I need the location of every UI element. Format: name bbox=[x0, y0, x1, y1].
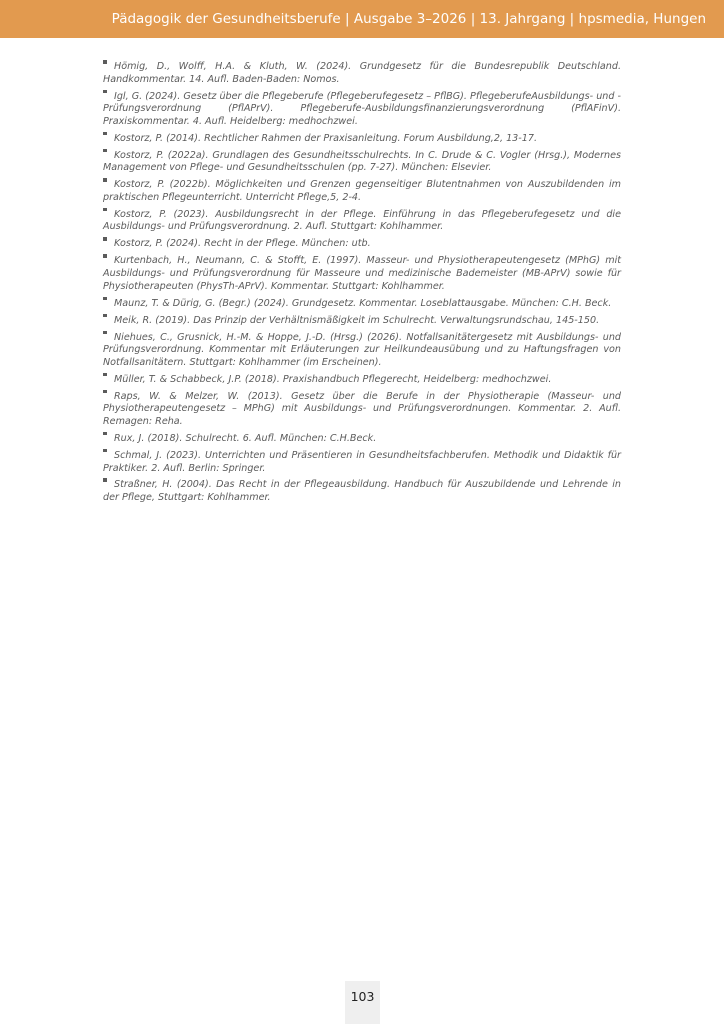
reference-item bbox=[103, 60, 621, 86]
reference-text: Hömig, D., Wolff, H.A. & Kluth, W. (2024). Grundgesetz für die Bundesrepublik Deutschland. Handkommentar. 14. Aufl. Baden-Baden: Nomos. bbox=[103, 61, 621, 85]
square-bullet-icon bbox=[103, 478, 109, 482]
square-bullet-icon bbox=[103, 237, 109, 241]
square-bullet-icon bbox=[103, 449, 109, 453]
reference-list bbox=[103, 60, 621, 508]
square-bullet-icon bbox=[103, 373, 109, 377]
reference-text: Schmal, J. (2023). Unterrichten und Präsentieren in Gesundheitsfachberufen. Methodik und Didaktik für Praktiker. 2. Aufl. Berlin: Springer. bbox=[103, 449, 621, 474]
square-bullet-icon bbox=[103, 314, 109, 318]
square-bullet-icon bbox=[103, 254, 109, 258]
reference-text: Kostorz, P. (2022b). Möglichkeiten und Grenzen gegenseitiger Blutentnahmen von Auszubildenden im praktischen Pflegeunterricht. Unterricht Pflege,5, 2-4. bbox=[103, 179, 621, 203]
reference-text: Kostorz, P. (2024). Recht in der Pflege. München: utb. bbox=[114, 238, 371, 250]
reference-text: Meik, R. (2019). Das Prinzip der Verhältnismäßigkeit im Schulrecht. Verwaltungsrundschau, 145-150. bbox=[114, 314, 600, 326]
reference-item bbox=[103, 149, 621, 175]
reference-text: Raps, W. & Melzer, W. (2013). Gesetz über die Berufe in der Physiotherapie (Masseur- und Physiotherapeutengesetz – MPhG) mit Ausbildungs- und Prüfungsverordnungen. Kommentar. 2. Aufl. Remagen: Reha. bbox=[103, 390, 621, 427]
square-bullet-icon bbox=[103, 432, 109, 436]
reference-item bbox=[103, 237, 621, 251]
reference-item bbox=[103, 90, 621, 129]
reference-item bbox=[103, 478, 621, 504]
reference-text: Straßner, H. (2004). Das Recht in der Pflegeausbildung. Handbuch für Auszubildende und Lehrende in der Pflege, Stuttgart: Kohlhammer. bbox=[103, 479, 621, 504]
reference-item bbox=[103, 331, 621, 370]
reference-item bbox=[103, 314, 621, 328]
reference-text: Kurtenbach, H., Neumann, C. & Stofft, E. (1997). Masseur- und Physiotherapeutengesetz (MPhG) mit Ausbildungs- und Prüfungsverordnung für Masseure und medizinische Bademeister (MB-APrV) sowie für Physiotherapeuten (PhysTh-APrV). Kommentar. Stuttgart: Kohlhammer. bbox=[103, 255, 621, 292]
reference-item bbox=[103, 373, 621, 387]
reference-text: Niehues, C., Grusnick, H.-M. & Hoppe, J.-D. (Hrsg.) (2026). Notfallsanitätergesetz mit Ausbildungs- und Prüfungsverordnung. Kommentar mit Erläuterungen zur Heilkundeausübung und zu Haftungsfragen von Notfallsanitätern. Stuttgart: Kohlhammer (im Erscheinen). bbox=[103, 331, 621, 368]
reference-item bbox=[103, 432, 621, 446]
reference-text: Kostorz, P. (2014). Rechtlicher Rahmen der Praxisanleitung. Forum Ausbildung,2, 13-17. bbox=[114, 132, 537, 144]
reference-item bbox=[103, 178, 621, 204]
reference-text: Müller, T. & Schabbeck, J.P. (2018). Praxishandbuch Pflegerecht, Heidelberg: medhochzwei. bbox=[114, 373, 552, 385]
reference-text: Maunz, T. & Dürig, G. (Begr.) (2024). Grundgesetz. Kommentar. Loseblattausgabe. München: C.H. Beck. bbox=[114, 297, 612, 309]
reference-item bbox=[103, 449, 621, 475]
reference-text: Kostorz, P. (2023). Ausbildungsrecht in der Pflege. Einführung in das Pflegeberufegesetz und die Ausbildungs- und Prüfungsverordnung. 2. Aufl. Stuttgart: Kohlhammer. bbox=[103, 208, 621, 233]
reference-item bbox=[103, 390, 621, 429]
square-bullet-icon bbox=[103, 149, 109, 153]
reference-item bbox=[103, 132, 621, 146]
reference-item bbox=[103, 297, 621, 311]
square-bullet-icon bbox=[103, 178, 109, 182]
journal-header-title: Pädagogik der Gesundheitsberufe | Ausgabe 3–2026 | 13. Jahrgang | hpsmedia, Hungen bbox=[111, 11, 706, 27]
square-bullet-icon bbox=[103, 90, 109, 94]
reference-text: Kostorz, P. (2022a). Grundlagen des Gesundheitsschulrechts. In C. Drude & C. Vogler (Hrsg.), Modernes Management von Pflege- und Gesundheitsschulen (pp. 7-27). München: Elsevier. bbox=[103, 149, 621, 174]
square-bullet-icon bbox=[103, 60, 109, 64]
reference-text: Igl, G. (2024). Gesetz über die Pflegeberufe (Pflegeberufegesetz – PflBG). PflegeberufeAusbildungs- und -Prüfungsverordnung (PflAPrV). Pflegeberufe-Ausbildungsfinanzierungsverordnung (PflAFinV). Praxiskommentar. 4. Aufl. Heidelberg: medhochzwei. bbox=[103, 90, 621, 127]
square-bullet-icon bbox=[103, 208, 109, 212]
square-bullet-icon bbox=[103, 331, 109, 335]
reference-item bbox=[103, 208, 621, 234]
reference-text: Rux, J. (2018). Schulrecht. 6. Aufl. München: C.H.Beck. bbox=[114, 432, 377, 444]
page-number-box bbox=[345, 981, 380, 1024]
page-number: 103 bbox=[350, 989, 375, 1004]
page-header bbox=[0, 0, 724, 38]
square-bullet-icon bbox=[103, 390, 109, 394]
reference-item bbox=[103, 254, 621, 293]
square-bullet-icon bbox=[103, 132, 109, 136]
square-bullet-icon bbox=[103, 297, 109, 301]
